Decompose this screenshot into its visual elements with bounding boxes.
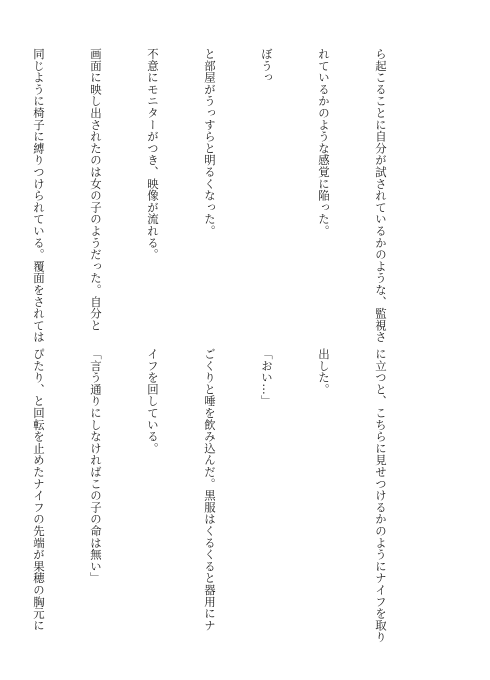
text-line: 画面に映し出されたのは女の子のようだった。自分と xyxy=(89,48,103,332)
text-line: ぴたり、と回転を止めたナイフの先端が果穂の胸元に xyxy=(32,348,46,632)
text-line: 同じように椅子に縛りつけられている。覆面をされては xyxy=(32,48,46,343)
text-line: 不意にモニターがつき、映像が流れる。 xyxy=(146,48,160,261)
text-line: ごくりと唾を飲み込んだ。黒服はくるくると器用にナ xyxy=(203,348,217,632)
text-line: ら起こることに自分が試されているかのような、監視さ xyxy=(374,48,388,343)
lower-text-block xyxy=(32,348,428,644)
text-line: 出した。 xyxy=(317,348,331,396)
dialogue-line: 「言う通りにしなければこの子の命は無い」 xyxy=(89,348,103,584)
dialogue-line: 「おい…」 xyxy=(260,348,274,407)
upper-text-block xyxy=(32,48,428,344)
text-line: れているかのような感覚に陥った。 xyxy=(317,48,331,237)
text-line: と部屋がうっすらと明るくなった。 xyxy=(203,48,217,237)
text-line: イフを回している。 xyxy=(146,348,160,455)
text-line: に立つと、こちらに見せつけるかのようにナイフを取り xyxy=(374,348,388,643)
text-line: ぼうっ xyxy=(260,48,274,84)
